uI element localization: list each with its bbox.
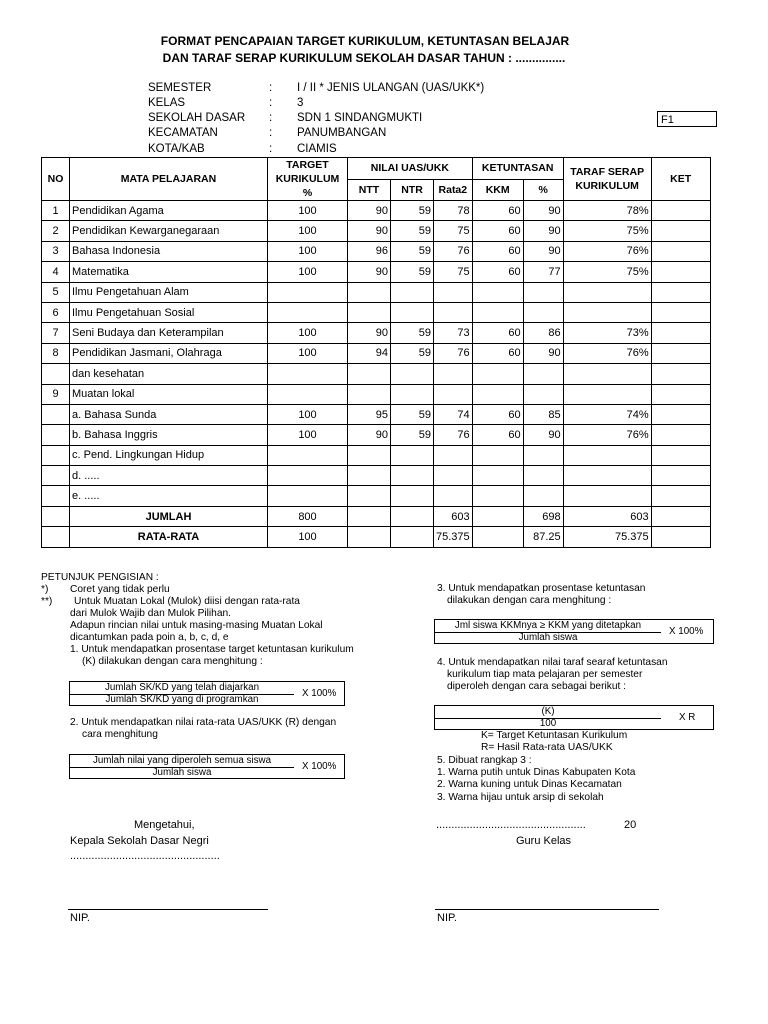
row-taraf: 76% [563,241,651,261]
row-rata: 78 [434,201,473,221]
row-ntt [348,445,391,465]
row-ntr: 59 [391,221,434,241]
jumlah-target: 800 [268,506,348,526]
row-mapel: c. Pend. Lingkungan Hidup [70,445,268,465]
row-kkm: 60 [472,404,523,424]
header-rata2: Rata2 [434,179,473,201]
row-rata [434,282,473,302]
row-kkm [472,282,523,302]
row-kkm [472,445,523,465]
row-rata: 73 [434,323,473,343]
row-mapel: Seni Budaya dan Keterampilan [70,323,268,343]
row-ntr: 59 [391,262,434,282]
row-ntt [348,384,391,404]
row-no: 9 [42,384,70,404]
rata-rata-ket [651,527,710,547]
note-4b: kurikulum tiap mata pelajaran per semester [447,669,643,680]
row-kkm [472,486,523,506]
header-nilai: NILAI UAS/UKK [348,158,473,180]
jumlah-rata: 603 [434,506,473,526]
semester-colon: : [269,82,273,94]
semester-label: SEMESTER [148,82,212,94]
row-mapel: Muatan lokal [70,384,268,404]
row-mapel: d. ..... [70,466,268,486]
header-no: NO [42,158,70,201]
header-target: TARGET KURIKULUM % [268,158,348,201]
row-taraf: 73% [563,323,651,343]
row-mapel: Ilmu Pengetahuan Alam [70,282,268,302]
note-3b: dilakukan dengan cara menghitung : [447,595,612,606]
signature-line-right [435,909,659,910]
row-pct [523,486,563,506]
row-ntr: 59 [391,241,434,261]
note-5c: 3. Warna hijau untuk arsip di sekolah [437,792,604,803]
row-ntt: 95 [348,404,391,424]
rata-rata-taraf: 75.375 [563,527,651,547]
jumlah-no [42,506,70,526]
note-star1-text: Coret yang tidak perlu [70,584,170,595]
year-label: 20 [624,819,637,831]
note-1a: 1. Untuk mendapatkan prosentase target ketuntasan kurikulum [70,644,354,655]
table-row [42,201,711,221]
note-star2-marker: **) [41,596,53,607]
row-ntt [348,466,391,486]
row-rata [434,302,473,322]
formula-4-multiplier: X R [679,712,696,723]
header-ntt: NTT [348,179,391,201]
row-taraf: 75% [563,221,651,241]
row-ntr [391,282,434,302]
row-ntt: 90 [348,201,391,221]
row-taraf [563,466,651,486]
kecamatan-value: PANUMBANGAN [297,127,387,139]
form-title-line1: FORMAT PENCAPAIAN TARGET KURIKULUM, KETUNTASAN BELAJAR [160,34,570,48]
row-no [42,404,70,424]
jumlah-ket [651,506,710,526]
row-taraf: 75% [563,262,651,282]
sekolah-value: SDN 1 SINDANGMUKTI [297,112,423,124]
row-ket [651,241,710,261]
row-pct: 77 [523,262,563,282]
row-target [268,384,348,404]
table-row [42,221,711,241]
table-row [42,323,711,343]
jumlah-kkm [472,506,523,526]
row-kkm: 60 [472,241,523,261]
note-5: 5. Dibuat rangkap 3 : [437,755,532,766]
row-target: 100 [268,262,348,282]
row-pct: 90 [523,201,563,221]
row-pct: 90 [523,425,563,445]
row-mapel: Pendidikan Kewarganegaraan [70,221,268,241]
kelas-label: KELAS [148,97,186,109]
header-mapel: MATA PELAJARAN [70,158,268,201]
formula-4-numerator: (K) [435,706,661,719]
note-star2-text: Untuk Muatan Lokal (Mulok) diisi dengan rata-rata [74,596,300,607]
kecamatan-colon: : [269,127,273,139]
rata-rata-row [42,527,711,547]
row-ntr [391,466,434,486]
row-pct: 90 [523,241,563,261]
row-ntr [391,486,434,506]
row-ntr: 59 [391,201,434,221]
jumlah-ntr [391,506,434,526]
kota-label: KOTA/KAB [148,143,205,155]
row-no: 8 [42,343,70,363]
jumlah-taraf: 603 [563,506,651,526]
row-target: 100 [268,241,348,261]
row-ntr [391,384,434,404]
row-ket [651,404,710,424]
row-taraf [563,486,651,506]
kecamatan-label: KECAMATAN [148,127,218,139]
formula-1-multiplier: X 100% [302,688,337,699]
row-kkm: 60 [472,221,523,241]
row-taraf: 74% [563,404,651,424]
formula-3 [434,619,714,644]
row-rata [434,364,473,384]
rata-rata-ntr [391,527,434,547]
row-no [42,364,70,384]
nip-right: NIP. [437,912,457,924]
row-mapel: a. Bahasa Sunda [70,404,268,424]
row-target [268,282,348,302]
row-rata: 76 [434,425,473,445]
rata-rata-label: RATA-RATA [70,527,268,547]
formula-3-multiplier: X 100% [669,626,704,637]
row-taraf: 76% [563,343,651,363]
row-pct: 86 [523,323,563,343]
semester-value: I / II * JENIS ULANGAN (UAS/UKK*) [297,82,485,94]
row-target: 100 [268,404,348,424]
note-1b: (K) dilakukan dengan cara menghitung : [82,656,263,667]
note-2a: 2. Untuk mendapatkan nilai rata-rata UAS/UKK (R) dengan [70,717,337,728]
header-ntr: NTR [391,179,434,201]
formula-2-multiplier: X 100% [302,761,337,772]
row-rata: 75 [434,262,473,282]
note-5b: 2. Warna kuning untuk Dinas Kecamatan [437,779,622,790]
rata-rata-pct: 87.25 [523,527,563,547]
row-rata [434,486,473,506]
formula-3-numerator: Jml siswa KKMnya ≥ KKM yang ditetapkan [435,620,661,633]
row-ntr [391,302,434,322]
row-ntt [348,282,391,302]
row-target [268,364,348,384]
row-rata [434,466,473,486]
row-no [42,425,70,445]
guru-kelas-label: Guru Kelas [516,835,572,847]
row-rata [434,445,473,465]
k-definition: K= Target Ketuntasan Kurikulum [481,730,628,741]
table-row [42,364,711,384]
row-no: 5 [42,282,70,302]
row-ket [651,343,710,363]
sekolah-label: SEKOLAH DASAR [148,112,246,124]
formula-3-denominator: Jumlah siswa [518,632,578,643]
row-ntt [348,302,391,322]
row-kkm: 60 [472,425,523,445]
kelas-value: 3 [297,97,304,109]
row-ket [651,384,710,404]
row-pct: 85 [523,404,563,424]
row-ntt: 90 [348,221,391,241]
row-no: 2 [42,221,70,241]
formula-2 [69,754,345,779]
row-ket [651,201,710,221]
note-4a: 4. Untuk mendapatkan nilai taraf searaf ketuntasan [437,657,668,668]
row-ket [651,466,710,486]
row-kkm: 60 [472,343,523,363]
note-4c: diperoleh dengan cara sebagai berikut : [447,681,626,692]
mengetahui-label: Mengetahui, [134,819,195,831]
form-title-line2: DAN TARAF SERAP KURIKULUM SEKOLAH DASAR TAHUN : ............... [162,51,566,65]
row-mapel: Ilmu Pengetahuan Sosial [70,302,268,322]
row-mapel: b. Bahasa Inggris [70,425,268,445]
table-row [42,241,711,261]
row-mapel: Bahasa Indonesia [70,241,268,261]
row-mapel: Matematika [70,262,268,282]
row-target [268,445,348,465]
row-taraf [563,445,651,465]
formula-4 [434,705,714,730]
row-mapel: e. ..... [70,486,268,506]
jumlah-ntt [348,506,391,526]
note-5a: 1. Warna putih untuk Dinas Kabupaten Kota [437,767,636,778]
row-ntr: 59 [391,343,434,363]
row-ket [651,364,710,384]
row-rata: 75 [434,221,473,241]
row-ntt [348,486,391,506]
row-no: 4 [42,262,70,282]
row-taraf [563,364,651,384]
row-taraf [563,384,651,404]
note-3a: 3. Untuk mendapatkan prosentase ketuntasan [437,583,646,594]
row-pct [523,364,563,384]
table-row [42,343,711,363]
table-row [42,486,711,506]
row-ket [651,262,710,282]
note-star2-text3: Adapun rincian nilai untuk masing-masing Muatan Lokal [70,620,323,631]
sekolah-colon: : [269,112,273,124]
row-mapel: Pendidikan Jasmani, Olahraga [70,343,268,363]
row-no: 6 [42,302,70,322]
rata-rata-rata: 75.375 [434,527,473,547]
note-star2-text4: dicantumkan pada poin a, b, c, d, e [70,632,229,643]
note-star1-marker: *) [41,584,49,595]
rata-rata-target: 100 [268,527,348,547]
nip-left: NIP. [70,912,90,924]
row-target [268,466,348,486]
r-definition: R= Hasil Rata-rata UAS/UKK [481,742,613,753]
notes-title: PETUNJUK PENGISIAN : [41,572,159,583]
rata-rata-no [42,527,70,547]
kepala-name-dots: ................................................. [70,850,220,862]
row-ket [651,221,710,241]
achievement-table [41,157,711,548]
row-kkm: 60 [472,262,523,282]
row-no: 1 [42,201,70,221]
header-taraf: TARAF SERAP KURIKULUM [563,158,651,201]
table-row [42,425,711,445]
row-target [268,486,348,506]
row-pct [523,282,563,302]
row-pct [523,445,563,465]
row-target: 100 [268,343,348,363]
row-kkm: 60 [472,323,523,343]
row-mapel: Pendidikan Agama [70,201,268,221]
note-star2-text2: dari Mulok Wajib dan Mulok Pilihan. [70,608,231,619]
row-target [268,302,348,322]
row-ntt: 94 [348,343,391,363]
row-mapel: dan kesehatan [70,364,268,384]
row-ket [651,445,710,465]
row-kkm [472,466,523,486]
row-pct: 90 [523,221,563,241]
header-kkm: KKM [472,179,523,201]
kepala-sekolah-label: Kepala Sekolah Dasar Negri [70,835,209,847]
formula-2-numerator: Jumlah nilai yang diperoleh semua siswa [70,755,294,768]
row-taraf [563,302,651,322]
row-no: 7 [42,323,70,343]
row-kkm [472,384,523,404]
row-taraf [563,282,651,302]
row-target: 100 [268,323,348,343]
row-taraf: 78% [563,201,651,221]
row-target: 100 [268,201,348,221]
table-row [42,282,711,302]
jumlah-label: JUMLAH [70,506,268,526]
header-persen: % [523,179,563,201]
table-row [42,262,711,282]
row-kkm [472,302,523,322]
row-taraf: 76% [563,425,651,445]
table-row [42,466,711,486]
row-no [42,445,70,465]
formula-1-denominator: Jumlah SK/KD yang di programkan [105,694,259,705]
jumlah-row [42,506,711,526]
row-ket [651,486,710,506]
formula-1 [69,681,345,706]
row-target: 100 [268,425,348,445]
row-rata: 76 [434,241,473,261]
row-ntt: 90 [348,262,391,282]
row-no: 3 [42,241,70,261]
row-ket [651,425,710,445]
kelas-colon: : [269,97,273,109]
row-target: 100 [268,221,348,241]
row-rata: 76 [434,343,473,363]
row-ntt: 90 [348,323,391,343]
row-ket [651,323,710,343]
row-ket [651,282,710,302]
kota-colon: : [269,143,273,155]
header-ket: KET [651,158,710,201]
row-ntr: 59 [391,323,434,343]
row-no [42,466,70,486]
table-row [42,302,711,322]
rata-rata-ntt [348,527,391,547]
header-ketuntasan: KETUNTASAN [472,158,563,180]
signature-line-left [68,909,268,910]
row-ket [651,302,710,322]
table-row [42,384,711,404]
note-2b: cara menghitung [82,729,158,740]
row-no [42,486,70,506]
row-ntr [391,445,434,465]
row-rata [434,384,473,404]
row-ntr: 59 [391,404,434,424]
row-ntt: 90 [348,425,391,445]
formula-4-denominator: 100 [539,718,557,729]
row-kkm: 60 [472,201,523,221]
table-row [42,445,711,465]
row-pct [523,466,563,486]
row-pct [523,302,563,322]
formula-1-numerator: Jumlah SK/KD yang telah diajarkan [70,682,294,695]
kota-value: CIAMIS [297,143,337,155]
row-ntt [348,364,391,384]
row-ntr [391,364,434,384]
row-ntr: 59 [391,425,434,445]
row-pct [523,384,563,404]
rata-rata-kkm [472,527,523,547]
row-kkm [472,364,523,384]
jumlah-pct: 698 [523,506,563,526]
row-pct: 90 [523,343,563,363]
row-ntt: 96 [348,241,391,261]
formula-2-denominator: Jumlah siswa [152,767,212,778]
row-rata: 74 [434,404,473,424]
table-row [42,404,711,424]
date-dots: ................................................. [436,819,586,831]
form-code-box: F1 [657,111,717,127]
